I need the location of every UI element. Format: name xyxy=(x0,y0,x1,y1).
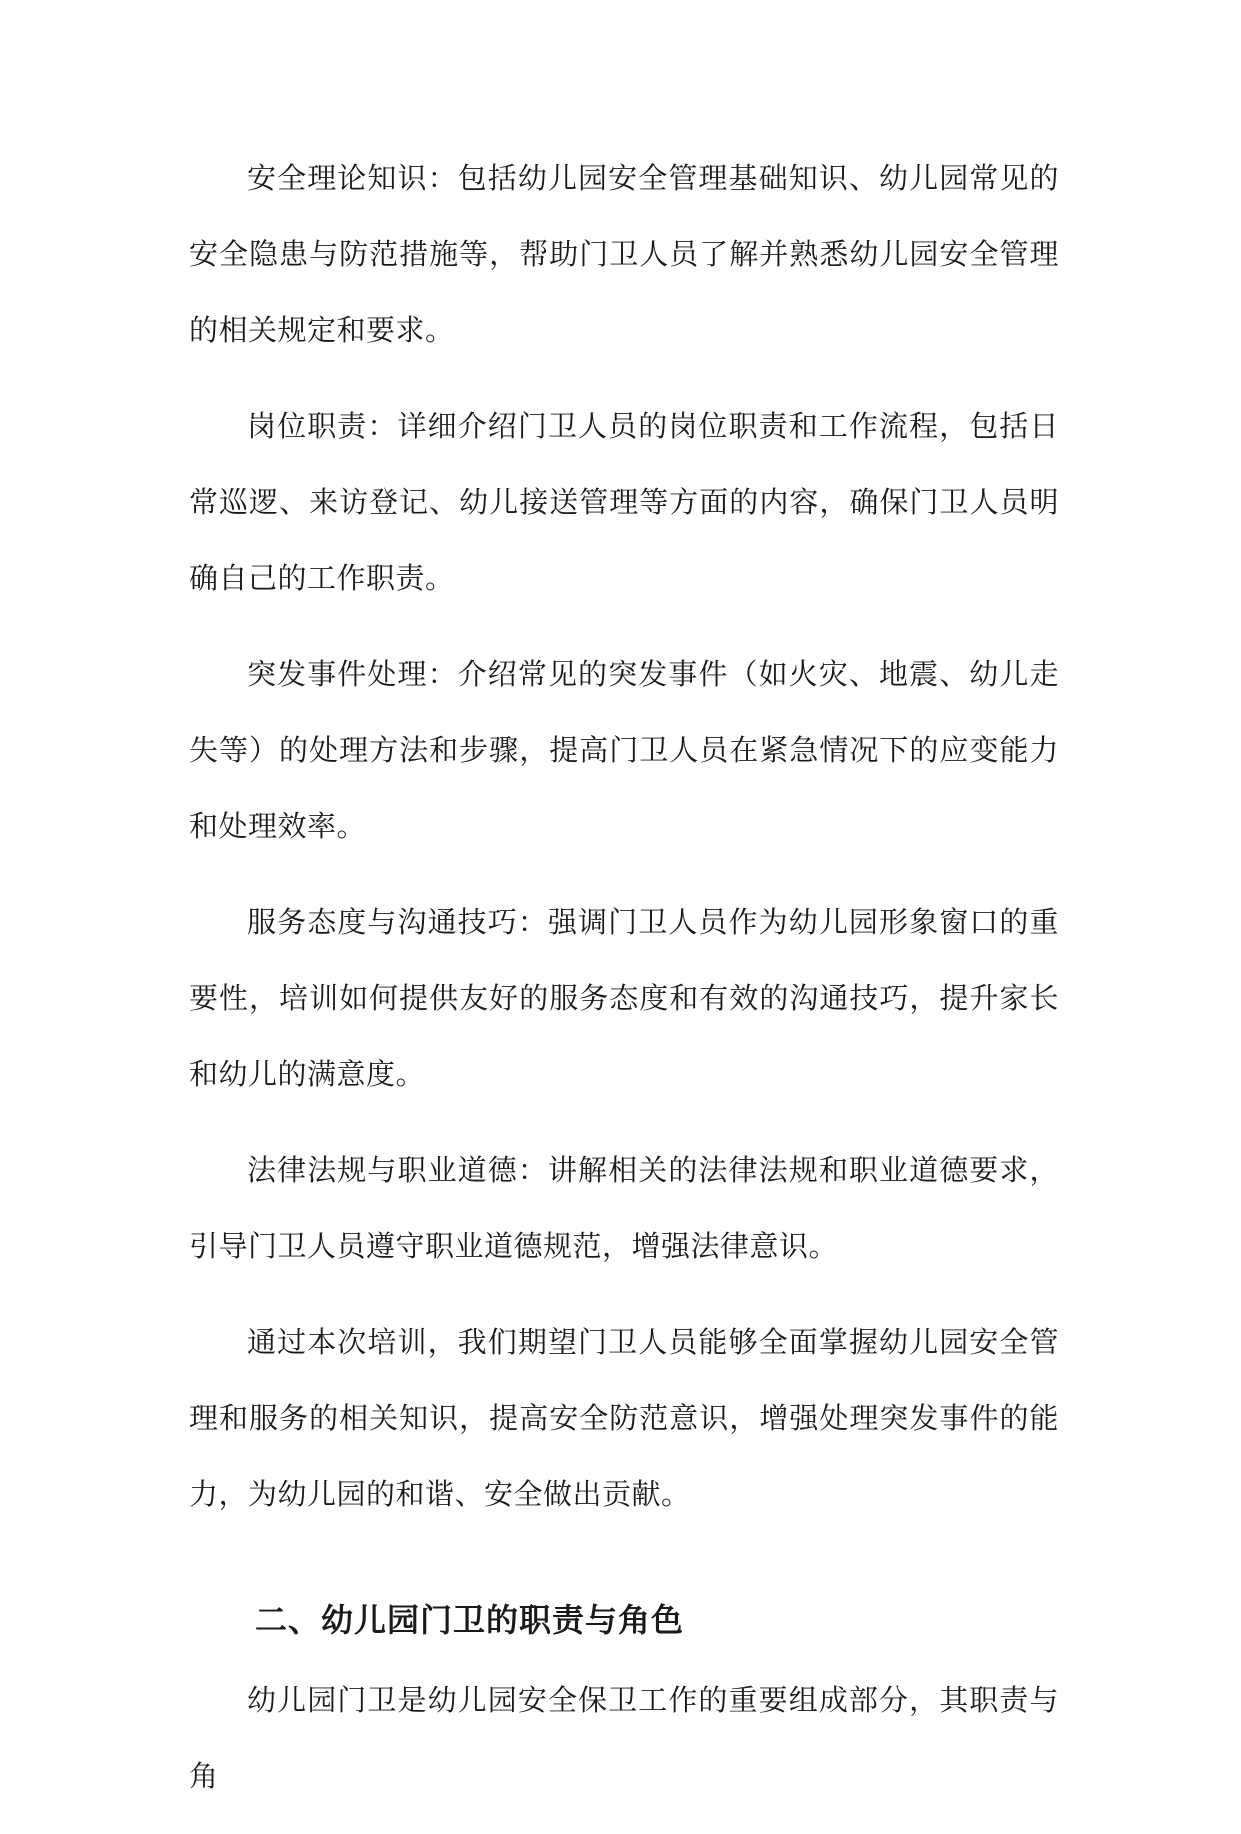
document-body xyxy=(189,140,1059,1834)
paragraph-guard-role: 幼儿园门卫是幼儿园安全保卫工作的重要组成部分，其职责与角 xyxy=(189,1683,1059,1793)
paragraph-emergency-handling: 突发事件处理：介绍常见的突发事件（如火灾、地震、幼儿走失等）的处理方法和步骤，提高门卫人员在紧急情况下的应变能力和处理效率。 xyxy=(189,657,1059,843)
paragraph-job-duties: 岗位职责：详细介绍门卫人员的岗位职责和工作流程，包括日常巡逻、来访登记、幼儿接送管理等方面的内容，确保门卫人员明确自己的工作职责。 xyxy=(189,409,1059,595)
paragraph-law-ethics: 法律法规与职业道德：讲解相关的法律法规和职业道德要求，引导门卫人员遵守职业道德规范，增强法律意识。 xyxy=(189,1153,1059,1263)
paragraph-service-communication: 服务态度与沟通技巧：强调门卫人员作为幼儿园形象窗口的重要性，培训如何提供友好的服务态度和有效的沟通技巧，提升家长和幼儿的满意度。 xyxy=(189,905,1059,1091)
paragraph-safety-theory: 安全理论知识：包括幼儿园安全管理基础知识、幼儿园常见的安全隐患与防范措施等，帮助门卫人员了解并熟悉幼儿园安全管理的相关规定和要求。 xyxy=(189,161,1059,347)
paragraph-training-summary: 通过本次培训，我们期望门卫人员能够全面掌握幼儿园安全管理和服务的相关知识，提高安全防范意识，增强处理突发事件的能力，为幼儿园的和谐、安全做出贡献。 xyxy=(189,1325,1059,1511)
section-heading: 二、幼儿园门卫的职责与角色 xyxy=(255,1601,685,1639)
